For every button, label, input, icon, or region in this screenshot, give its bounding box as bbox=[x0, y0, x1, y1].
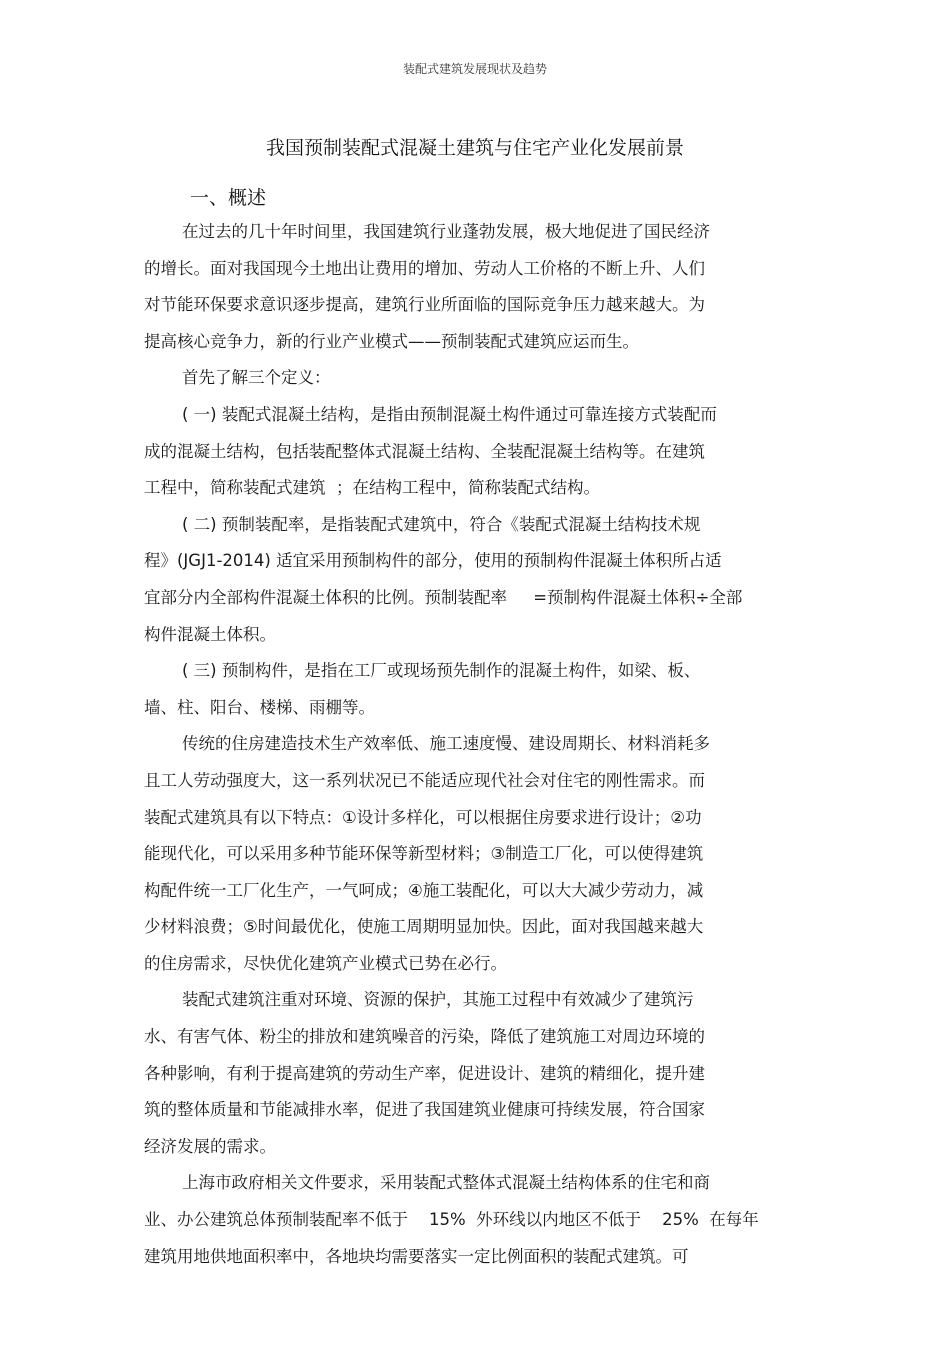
paragraph-line: ( 三) 预制构件，是指在工厂或现场预先制作的混凝土构件，如梁、板、 bbox=[182, 661, 701, 681]
paragraph-line: 传统的住房建造技术生产效率低、施工速度慢、建设周期长、材料消耗多 bbox=[182, 734, 710, 754]
paragraph-line: 且工人劳动强度大，这一系列状况已不能适应现代社会对住宅的刚性需求。而 bbox=[144, 770, 705, 790]
paragraph-line: 上海市政府相关文件要求，采用装配式整体式混凝土结构体系的住宅和商 bbox=[182, 1173, 710, 1193]
paragraph-line: 能现代化，可以采用多种节能环保等新型材料；③制造工厂化，可以使得建筑 bbox=[144, 844, 704, 864]
paragraph-line: 筑的整体质量和节能减排水率，促进了我国建筑业健康可持续发展，符合国家 bbox=[144, 1100, 705, 1120]
paragraph-line: 建筑用地供地面积率中，各地块均需要落实一定比例面积的装配式建筑。可 bbox=[144, 1246, 689, 1266]
paragraph-line: 构件混凝土体积。 bbox=[144, 624, 276, 644]
paragraph-line: 在过去的几十年时间里，我国建筑行业蓬勃发展，极大地促进了国民经济 bbox=[182, 222, 710, 241]
paragraph-line: 少材料浪费；⑤时间最优化，使施工周期明显加快。因此，面对我国越来越大 bbox=[144, 917, 704, 937]
paragraph-line: 墙、柱、阳台、楼梯、雨棚等。 bbox=[144, 697, 375, 717]
paragraph-line: ( 二) 预制装配率，是指装配式建筑中，符合《装配式混凝土结构技术规 bbox=[182, 514, 701, 534]
paragraph-line: 首先了解三个定义： bbox=[182, 368, 331, 388]
section-heading: 一、概述 bbox=[190, 187, 267, 209]
paragraph-line: 的增长。面对我国现今土地出让费用的增加、劳动人工价格的不断上升、人们 bbox=[144, 258, 705, 278]
paragraph-line: 业、办公建筑总体预制装配率不低于 15% 外环线以内地区不低于 25% 在每年 bbox=[144, 1210, 759, 1230]
paragraph-line: 的住房需求，尽快优化建筑产业模式已势在必行。 bbox=[144, 953, 507, 973]
paragraph-line: 装配式建筑注重对环境、资源的保护，其施工过程中有效减少了建筑污 bbox=[182, 990, 694, 1010]
paragraph-line: 宜部分内全部构件混凝土体积的比例。预制装配率 =预制构件混凝土体积÷全部 bbox=[144, 587, 743, 607]
paragraph-line: 对节能环保要求意识逐步提高，建筑行业所面临的国际竞争压力越来越大。为 bbox=[144, 295, 705, 315]
body-text bbox=[144, 214, 794, 1275]
paragraph-line: 成的混凝土结构，包括装配整体式混凝土结构、全装配混凝土结构等。在建筑 bbox=[144, 441, 705, 461]
paragraph-line: 程》(JGJ1-2014) 适宜采用预制构件的部分，使用的预制构件混凝土体积所占适 bbox=[144, 551, 722, 571]
paragraph-line: 装配式建筑具有以下特点：①设计多样化，可以根据住房要求进行设计；②功 bbox=[144, 807, 702, 827]
paragraph-line: 各种影响，有利于提高建筑的劳动生产率，促进设计、建筑的精细化，提升建 bbox=[144, 1063, 705, 1083]
paragraph-line: 经济发展的需求。 bbox=[144, 1136, 276, 1156]
paragraph-line: 构配件统一工厂化生产，一气呵成；④施工装配化，可以大大减少劳动力，减 bbox=[144, 880, 704, 900]
paragraph-line: 工程中，简称装配式建筑 ；在结构工程中，简称装配式结构。 bbox=[144, 478, 600, 498]
document-title: 我国预制装配式混凝土建筑与住宅产业化发展前景 bbox=[265, 137, 684, 159]
paragraph-line: ( 一) 装配式混凝土结构，是指由预制混凝土构件通过可靠连接方式装配而 bbox=[182, 404, 717, 424]
paragraph-line: 提高核心竞争力，新的行业产业模式——预制装配式建筑应运而生。 bbox=[144, 331, 639, 351]
paragraph-line: 水、有害气体、粉尘的排放和建筑噪音的污染，降低了建筑施工对周边环境的 bbox=[144, 1027, 705, 1047]
running-header: 装配式建筑发展现状及趋势 bbox=[402, 62, 547, 76]
